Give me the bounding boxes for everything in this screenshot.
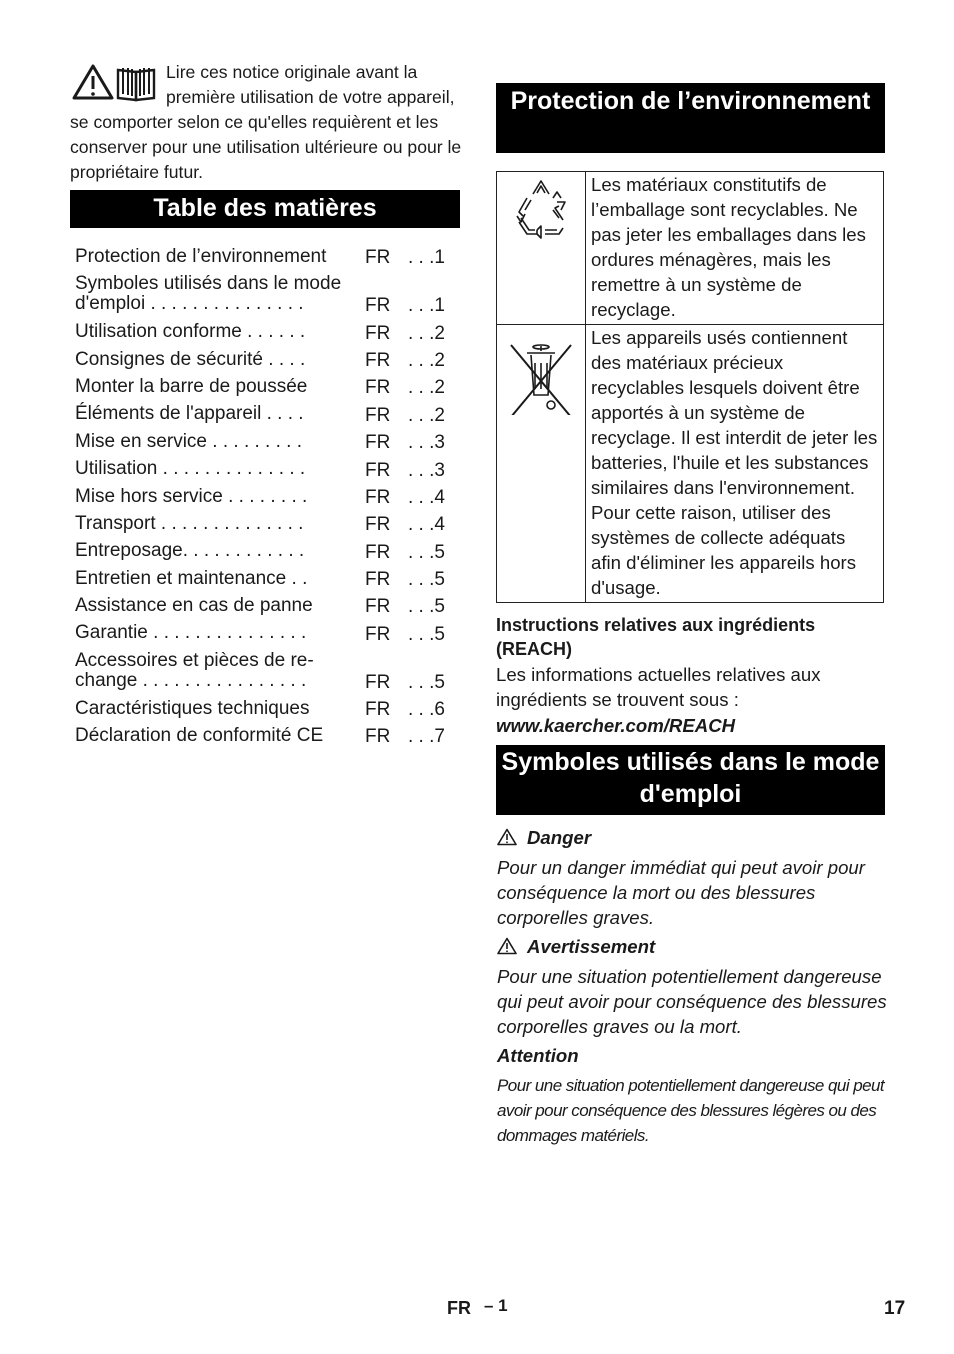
intro-text: Lire ces notice originale avant la première utilisation de votre appareil, se comporter selon ce qu'elles requièrent et les conserver pour une utilisation ultérieure ou pour le propriétaire futur. (70, 62, 462, 182)
danger-label: Danger (527, 827, 592, 848)
warning-triangle-icon (74, 66, 112, 98)
disposal-text: Les appareils usés contiennent des matériaux précieux recyclables lesquels doivent être apportés à un système de recyclage. Il est interdit de jeter les batteries, l'huile et les substances similaires dans l'environnement. Pour cette raison, utiliser des systèmes de collecte adéquats afin d'éliminer les appareils hors d'usage. (586, 325, 884, 603)
table-of-contents (75, 244, 460, 750)
toc-item-page: . . .2 (408, 322, 445, 344)
recycling-icon (497, 172, 585, 247)
toc-item-language: FR (365, 247, 391, 269)
toc-item-title: Entreposage. . . . . . . . . . . . (75, 540, 305, 562)
toc-item-page: . . .1 (408, 295, 445, 317)
toc-item-language: FR (365, 726, 391, 748)
footer-language: FR (447, 1298, 471, 1318)
reach-heading: Instructions relatives aux ingrédients (REACH) (496, 615, 816, 659)
warning-text: Pour une situation potentiellement dangereuse qui peut avoir pour conséquence des blessures corporelles graves ou la mort. (497, 966, 887, 1037)
toc-item-page: . . .3 (408, 459, 445, 481)
toc-item-page: . . .4 (408, 514, 445, 536)
toc-item[interactable] (75, 374, 460, 401)
toc-item[interactable] (75, 429, 460, 456)
toc-item-title: Accessoires et pièces de re- change . . . . . . . . . . . . . . . . (75, 649, 314, 691)
toc-item-title: Utilisation conforme . . . . . . (75, 321, 306, 343)
toc-item-page: . . .7 (408, 726, 445, 748)
toc-item[interactable] (75, 347, 460, 374)
disposal-cell (497, 325, 586, 603)
toc-item-title: Mise hors service . . . . . . . . (75, 485, 308, 507)
symbols-heading: Symboles utilisés dans le mode d'emploi (496, 745, 885, 815)
toc-item-title: Mise en service . . . . . . . . . (75, 430, 303, 452)
toc-item-page: . . .5 (408, 541, 445, 563)
reach-link[interactable]: www.kaercher.com/REACH (496, 715, 736, 736)
toc-item[interactable] (75, 401, 460, 428)
toc-item-language: FR (365, 459, 391, 481)
environment-table (496, 171, 884, 603)
danger-text: Pour un danger immédiat qui peut avoir pour conséquence la mort ou des blessures corporelles graves. (497, 857, 865, 928)
toc-item-language: FR (365, 322, 391, 344)
toc-item[interactable] (75, 566, 460, 593)
toc-item-language: FR (365, 404, 391, 426)
toc-item-page: . . .2 (408, 349, 445, 371)
toc-item-language: FR (365, 486, 391, 508)
warning-triangle-icon (497, 937, 517, 955)
toc-item-page: . . .3 (408, 432, 445, 454)
toc-item[interactable] (75, 484, 460, 511)
warning-label: Avertissement (527, 936, 656, 957)
toc-item-title: Utilisation . . . . . . . . . . . . . . (75, 458, 306, 480)
toc-item-language: FR (365, 295, 391, 317)
environment-row-recycling (497, 172, 884, 325)
toc-item-title: Consignes de sécurité . . . . (75, 348, 306, 370)
toc-item[interactable] (75, 319, 460, 346)
environment-heading: Protection de l’environnement (496, 83, 885, 153)
toc-item-title: Monter la barre de poussée (75, 375, 308, 397)
toc-item-page: . . .6 (408, 699, 445, 721)
attention-text: Pour une situation potentiellement dangereuse qui peut avoir pour conséquence des blessures légères ou des dommages matériels. (497, 1076, 885, 1145)
toc-item-page: . . .2 (408, 404, 445, 426)
toc-item-language: FR (365, 377, 391, 399)
toc-item-page: . . .5 (408, 623, 445, 645)
manual-book-icon (118, 68, 154, 100)
toc-item-language: FR (365, 596, 391, 618)
danger-heading (497, 826, 591, 850)
reach-body: Les informations actuelles relatives aux ingrédients se trouvent sous : (496, 664, 821, 710)
toc-item[interactable] (75, 456, 460, 483)
toc-item-page: . . .5 (408, 596, 445, 618)
toc-item-title: Transport . . . . . . . . . . . . . . (75, 512, 304, 534)
environment-row-disposal (497, 325, 884, 603)
warning-triangle-icon (497, 828, 517, 846)
toc-item-language: FR (365, 514, 391, 536)
toc-item-title: Garantie . . . . . . . . . . . . . . . (75, 622, 307, 644)
crossed-bin-icon (497, 325, 585, 415)
toc-item[interactable] (75, 538, 460, 565)
toc-item-page: . . .1 (408, 247, 445, 269)
toc-item[interactable] (75, 648, 460, 696)
intro-icons (70, 60, 160, 104)
toc-item-title: Assistance en cas de panne (75, 595, 313, 617)
attention-label: Attention (497, 1045, 579, 1066)
toc-heading: Table des matières (70, 190, 460, 228)
footer-section-page: – 1 (484, 1296, 508, 1315)
toc-item-language: FR (365, 699, 391, 721)
page-number: 17 (884, 1298, 906, 1319)
toc-item[interactable] (75, 244, 460, 271)
toc-item-title: Symboles utilisés dans le mode d'emploi . . . . . . . . . . . . . . . (75, 273, 342, 315)
toc-item[interactable] (75, 271, 460, 319)
toc-item-page: . . .2 (408, 377, 445, 399)
toc-item[interactable] (75, 511, 460, 538)
toc-item-language: FR (365, 569, 391, 591)
toc-item-language: FR (365, 541, 391, 563)
toc-item[interactable] (75, 696, 460, 723)
toc-item-title: Entretien et maintenance . . (75, 567, 308, 589)
toc-item-language: FR (365, 671, 391, 693)
toc-item-language: FR (365, 623, 391, 645)
recycling-text: Les matériaux constitutifs de l’emballage sont recyclables. Ne pas jeter les emballages dans les ordures ménagères, mais les remettre à un système de recyclage. (586, 172, 884, 325)
toc-item-page: . . .4 (408, 486, 445, 508)
toc-item-title: Protection de l’environnement (75, 246, 327, 267)
toc-item[interactable] (75, 620, 460, 647)
toc-item-language: FR (365, 349, 391, 371)
toc-item-title: Éléments de l'appareil . . . . (75, 403, 304, 425)
toc-item[interactable] (75, 593, 460, 620)
toc-item-language: FR (365, 432, 391, 454)
intro-notice (70, 60, 462, 185)
recycling-cell (497, 172, 586, 325)
toc-item-title: Déclaration de conformité CE (75, 725, 324, 747)
toc-item[interactable] (75, 723, 460, 750)
toc-item-page: . . .5 (408, 671, 445, 693)
toc-item-title: Caractéristiques techniques (75, 697, 310, 719)
toc-item-page: . . .5 (408, 569, 445, 591)
warning-heading (497, 935, 655, 959)
